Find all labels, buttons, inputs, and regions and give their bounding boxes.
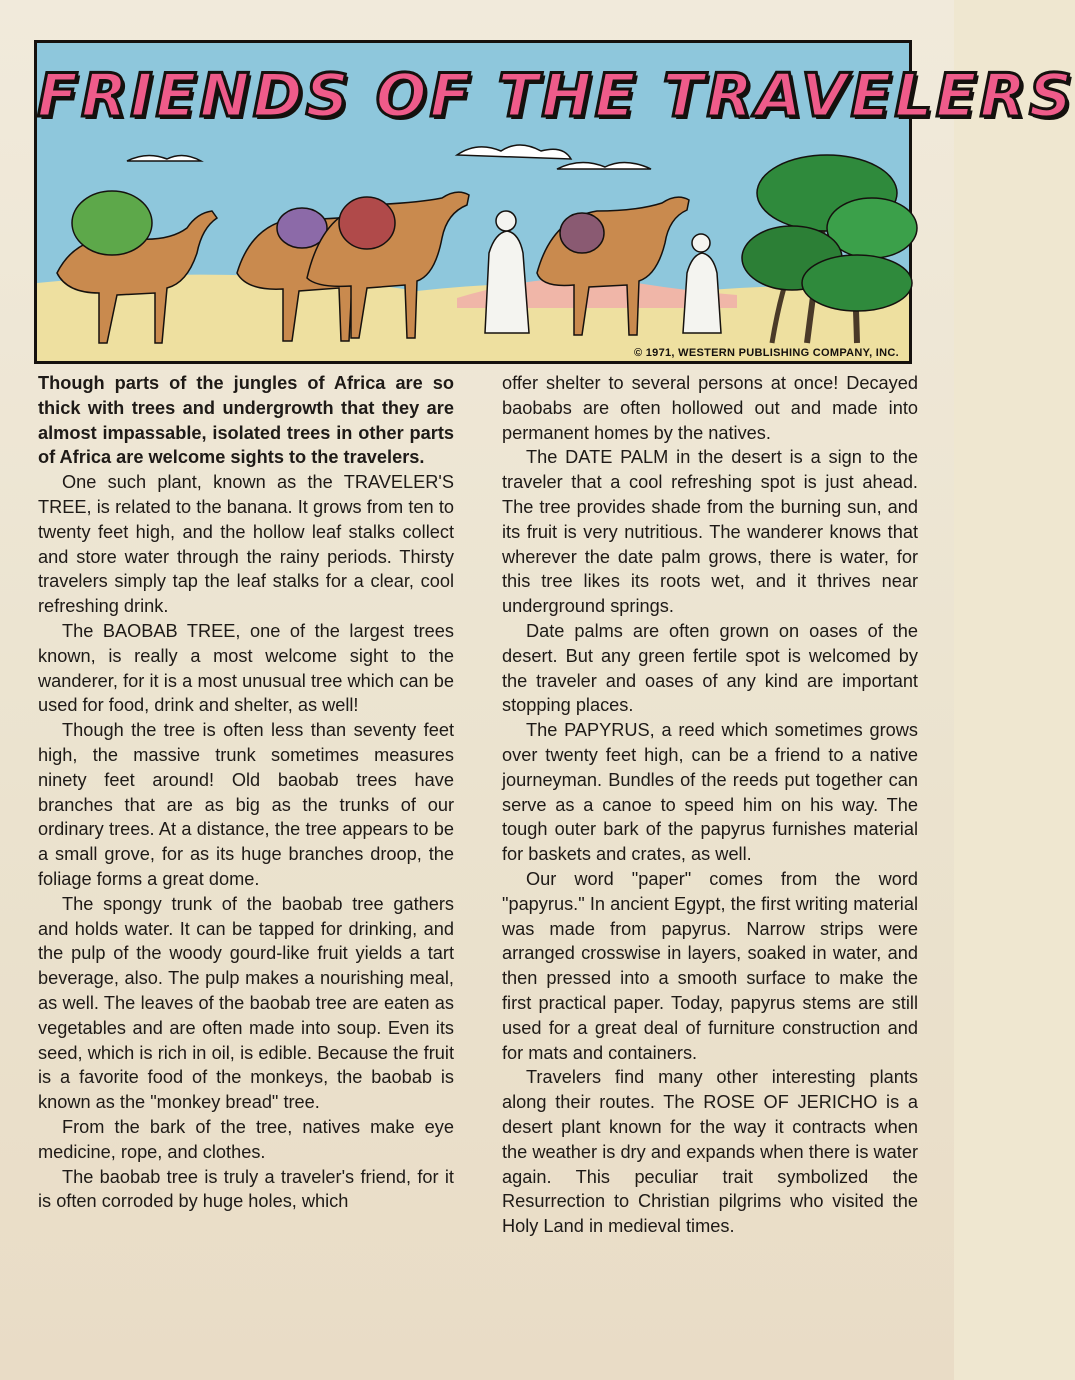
paragraph: From the bark of the tree, natives make eye medicine, rope, and clothes. bbox=[38, 1116, 454, 1162]
paragraph: Though the tree is often less than seventy feet high, the massive trunk sometimes measures ninety feet around! Old baobab trees have branches that are as big as the trunks of our ordinary trees. At a distance, the tree appears to be a small grove, for as its huge branches droop, the foliage forms a great dome. bbox=[38, 720, 454, 889]
paragraph: Date palms are often grown on oases of the desert. But any green fertile spot is welcomed by the traveler and oases of any kind are important stopping places. bbox=[502, 620, 918, 716]
paragraph: Though parts of the jungles of Africa are so thick with trees and undergrowth that they are almost impassable, isolated trees in other parts of Africa are welcome sights to the travelers. bbox=[38, 373, 454, 468]
title-panel bbox=[34, 40, 1075, 364]
paragraph: The baobab tree is truly a traveler's friend, for it is often corroded by huge holes, which bbox=[38, 1166, 454, 1212]
paragraph: The BAOBAB TREE, one of the largest trees known, is really a most welcome sight to the wanderer, for it is a most unusual tree which can be used for food, drink and shelter, as well! bbox=[38, 620, 454, 716]
article-column-right bbox=[502, 371, 918, 1351]
paragraph: Travelers find many other interesting plants along their routes. The ROSE OF JERICHO is a desert plant known for the way it contracts when the weather is dry and expands when there is water again. This peculiar trait symbolized the Resurrection to Christian pilgrims who visited the Holy Land in medieval times. bbox=[502, 1067, 918, 1237]
article-column-left bbox=[38, 371, 454, 1351]
page-title: FRIENDS OF THE TRAVELERS bbox=[37, 61, 1075, 131]
paragraph: offer shelter to several persons at once! Decayed baobabs are often hollowed out and made into permanent homes by the natives. bbox=[502, 373, 918, 443]
paragraph: One such plant, known as the TRAVELER'S TREE, is related to the banana. It grows from ten to twenty feet high, and the hollow leaf stalks collect and store water through the rainy periods. Thirsty travelers simply tap the leaf stalks for a clear, cool refreshing drink. bbox=[38, 472, 454, 617]
paragraph: Our word "paper" comes from the word "papyrus." In ancient Egypt, the first writing material was made from papyrus. Narrow strips were arranged crosswise in layers, soaked in water, and then pressed into a smooth surface to make the first practical paper. Today, papyrus stems are still used for a great deal of furniture construction and for mats and containers. bbox=[502, 868, 918, 1063]
copyright-notice: © 1971, WESTERN PUBLISHING COMPANY, INC. bbox=[634, 347, 899, 359]
paragraph: The PAPYRUS, a reed which sometimes grows over twenty feet high, can be a friend to a native journeyman. Bundles of the reeds put together can serve as a canoe to speed him on his way. The tough outer bark of the papyrus furnishes material for baskets and crates, as well. bbox=[502, 720, 918, 865]
paragraph: The DATE PALM in the desert is a sign to the traveler that a cool refreshing spot is just ahead. The tree provides shade from the burning sun, and its fruit is very nutritious. The wanderer knows that wherever the date palm grows, there is water, for this tree likes its roots wet, and it thrives near underground springs. bbox=[502, 447, 918, 617]
paragraph: The spongy trunk of the baobab tree gathers and holds water. It can be tapped for drinking, and the pulp of the woody gourd-like fruit yields a tart beverage, also. The pulp makes a nourishing meal, as well. The leaves of the baobab tree are eaten as vegetables and are often made into soup. Even its seed, which is rich in oil, is edible. Because the fruit is a favorite food of the monkeys, the baobab is known as the "monkey bread" tree. bbox=[38, 893, 454, 1113]
